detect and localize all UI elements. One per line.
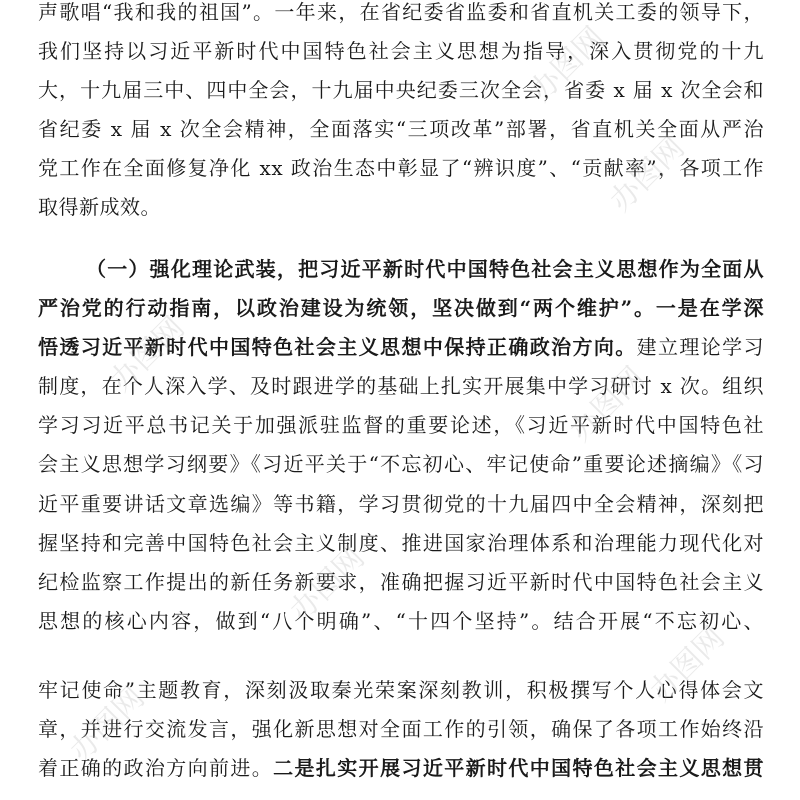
line-text: 省纪委 x 届 x 次全会精神，全面落实“三项改革”部署，省直机关全面从严治: [38, 117, 764, 141]
line-text: 牢记使命”主题教育，深刻汲取秦光荣案深刻教训，积极撰写个人心得体会文: [38, 678, 764, 702]
line-text: 握坚持和完善中国特色社会主义制度、推进国家治理体系和治理能力现代化对: [38, 531, 764, 555]
watermark: 办图网: [643, 620, 732, 709]
paragraph-line: [38, 369, 764, 403]
paragraph-line: [38, 408, 764, 442]
watermark: 办图网: [563, 360, 652, 449]
watermark: 办图网: [603, 130, 692, 219]
paragraph-line: [38, 151, 764, 185]
paragraph-line: [38, 73, 764, 107]
paragraph-line: [38, 487, 764, 521]
paragraph-line: [38, 447, 764, 481]
line-text: 学习习近平总书记关于加强派驻监督的重要论述，《习近平新时代中国特色社: [38, 413, 764, 437]
line-text: 章，并进行交流发言，强化新思想对全面工作的引领，确保了各项工作始终沿: [38, 717, 764, 741]
line-text: 我们坚持以习近平新时代中国特色社会主义思想为指导，深入贯彻党的十九: [38, 39, 764, 63]
line-text: 取得新成效。: [38, 195, 161, 219]
section-heading-line: [86, 252, 764, 286]
heading-text: 严治党的行动指南，以政治建设为统领，坚决做到“两个维护”。一是在学深: [38, 296, 764, 320]
paragraph-line: [38, 112, 764, 146]
paragraph-line: [38, 190, 764, 224]
line-text: 党工作在全面修复净化 xx 政治生态中彰显了“辨识度”、“贡献率”，各项工作: [38, 156, 764, 180]
paragraph-line: [38, 565, 764, 599]
line-text: 制度，在个人深入学、及时跟进学的基础上扎实开展集中学习研讨 x 次。组织: [38, 374, 764, 398]
paragraph-line: [38, 526, 764, 560]
paragraph-line: [38, 34, 764, 68]
paragraph-line: [38, 751, 764, 785]
line-text: 会主义思想学习纲要》《习近平关于“不忘初心、牢记使命”重要论述摘编》《习: [38, 452, 764, 476]
paragraph-line: [38, 673, 764, 707]
paragraph-line: [38, 604, 764, 638]
watermark: 办图网: [523, 20, 612, 109]
section-heading-line: [38, 291, 764, 325]
line-text: 建立理论学习: [636, 335, 764, 359]
watermark: 办图网: [103, 310, 192, 399]
heading-text: 二是扎实开展习近平新时代中国特色社会主义思想贯: [273, 756, 764, 780]
paragraph-line: [38, 0, 764, 29]
watermark: 办图网: [283, 540, 372, 629]
watermark: 办图网: [63, 680, 152, 769]
paragraph-line: [38, 330, 764, 364]
paragraph-line: [38, 712, 764, 746]
heading-text: 悟透习近平新时代中国特色社会主义思想中保持正确政治方向。: [38, 335, 637, 359]
line-text: 思想的核心内容，做到“八个明确”、“十四个坚持”。结合开展“不忘初心、: [38, 609, 764, 633]
line-text: 着正确的政治方向前进。: [38, 756, 274, 780]
line-text: 大，十九届三中、四中全会，十九届中央纪委三次全会，省委 x 届 x 次全会和: [38, 78, 764, 102]
line-text: 声歌唱“我和我的祖国”。一年来，在省纪委省监委和省直机关工委的领导下，: [38, 0, 764, 24]
heading-text: （一）强化理论武装，把习近平新时代中国特色社会主义思想作为全面从: [86, 257, 764, 281]
line-text: 近平重要讲话文章选编》等书籍，学习贯彻党的十九届四中全会精神，深刻把: [38, 492, 764, 516]
line-text: 纪检监察工作提出的新任务新要求，准确把握习近平新时代中国特色社会主义: [38, 570, 764, 594]
